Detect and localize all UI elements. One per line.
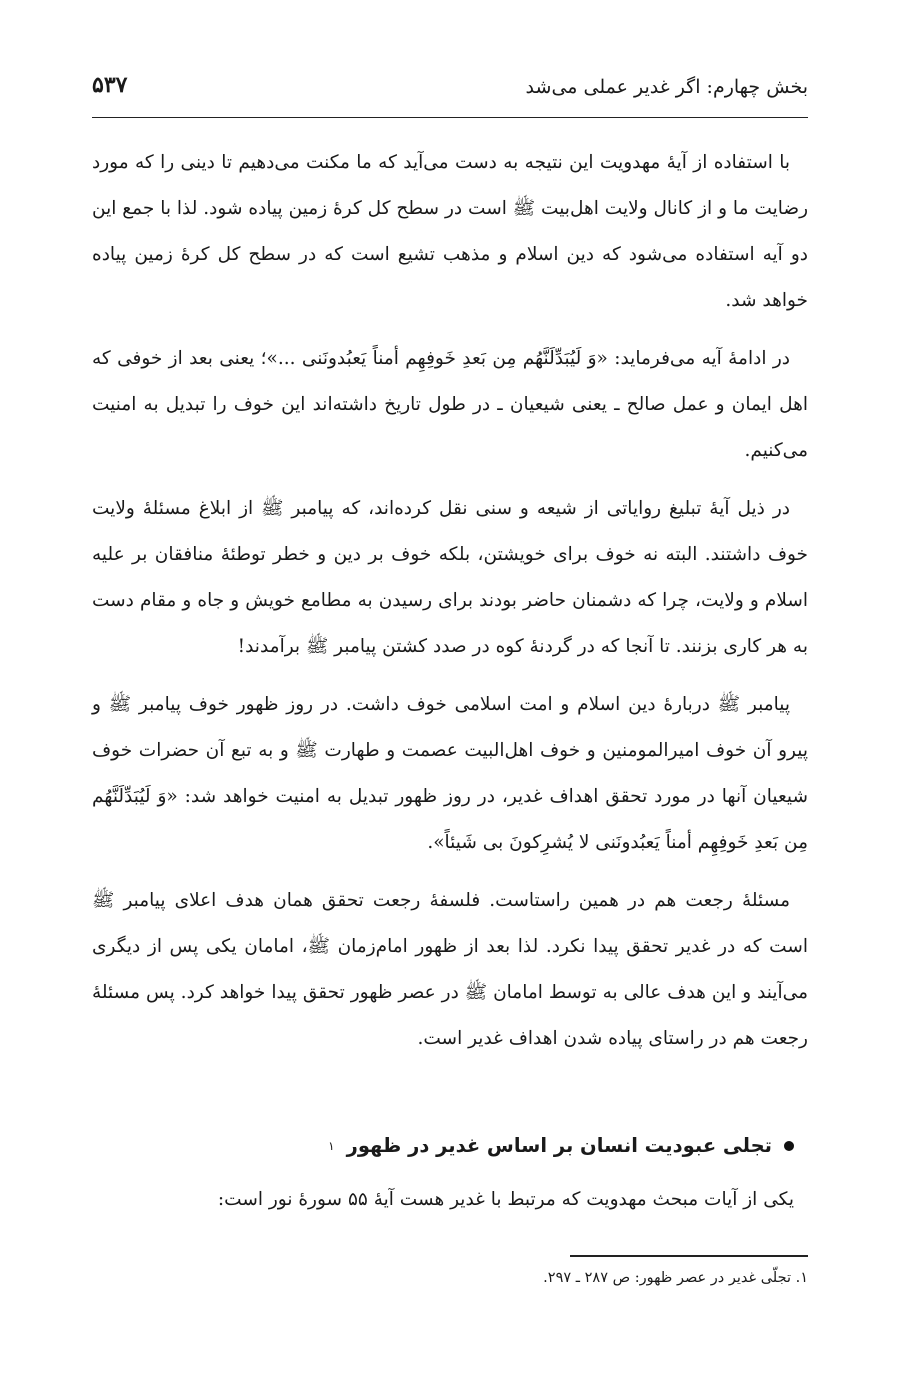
page-number: ۵۳۷ [92, 72, 128, 98]
paragraph-1: با استفاده از آیۀ مهدویت این نتیجه به دست می‌آید که ما مکنت می‌دهیم تا دینی را که مورد رضایت ما و از کانال ولایت اهل‌بیت ﷺ است در سطح کل کرۀ زمین پیاده شود. لذا با جمع این دو آیه استفاده می‌شود که دین اسلام و مذهب تشیع است که در سطح کل کرۀ زمین پیاده خواهد شد. [92, 152, 808, 311]
footnote: ۱. تجلّی غدیر در عصر ظهور: ص ۲۸۷ ـ ۲۹۷. [543, 1270, 808, 1286]
paragraph-2: در ادامۀ آیه می‌فرماید: «وَ لَیُبَدِّلَنَّهُم مِن بَعدِ خَوفِهِم أمناً یَعبُدونَنی ...»؛ یعنی بعد از خوفی که اهل ایمان و عمل صالح ـ یعنی شیعیان ـ در طول تاریخ داشته‌اند این خوف را تبدیل به امنیت می‌کنیم. [92, 348, 808, 461]
paragraph-4: پیامبر ﷺ دربارۀ دین اسلام و امت اسلامی خوف داشت. در روز ظهور خوف پیامبر ﷺ و پیرو آن خوف امیرالمومنین و خوف اهل‌البیت عصمت و طهارت ﷺ و به تبع آن حضرات خوف شیعیان آنها در مورد تحقق اهداف غدیر، در روز ظهور تبدیل به امنیت خواهد شد: «وَ لَیُبَدِّلَنَّهُم مِن بَعدِ خَوفِهِم أمناً یَعبُدونَنی لا یُشرِکونَ بی شَیئاً». [92, 694, 808, 853]
section-intro: یکی از آیات مبحث مهدویت که مرتبط با غدیر هست آیۀ ۵۵ سورۀ نور است: [217, 1189, 794, 1210]
paragraph-3: در ذیل آیۀ تبلیغ روایاتی از شیعه و سنی نقل کرده‌اند، که پیامبر ﷺ از ابلاغ مسئلۀ ولایت خوف داشتند. البته نه خوف برای خویشتن، بلکه خوف بر دین و خطر توطئۀ منافقان بر علیه اسلام و ولایت، چرا که دشمنان حاضر بودند برای رسیدن به مطامع خویش و جاه و مقام دست به هر کاری بزنند. تا آنجا که در گردنۀ کوه در صدد کشتن پیامبر ﷺ برآمدند! [92, 498, 808, 657]
paragraph-5: مسئلۀ رجعت هم در همین راستاست. فلسفۀ رجعت تحقق همان هدف اعلای پیامبر ﷺ است که در غدیر تحقق پیدا نکرد. لذا بعد از ظهور امام‌زمان ﷺ، امامان یکی پس از دیگری می‌آیند و این هدف عالی به توسط امامان ﷺ در عصر ظهور تحقق پیدا خواهد کرد. پس مسئلۀ رجعت هم در راستای پیاده شدن اهداف غدیر است. [92, 890, 808, 1049]
footnote-marker: ۱ [328, 1138, 335, 1153]
running-title: بخش چهارم: اگر غدیر عملی می‌شد [525, 76, 808, 98]
page-header [92, 70, 808, 110]
bullet-icon [784, 1141, 794, 1151]
body-text [92, 140, 808, 1074]
header-rule [92, 117, 808, 118]
section-heading-text: تجلی عبودیت انسان بر اساس غدیر در ظهور [346, 1134, 772, 1157]
book-page [92, 0, 808, 1390]
section-heading [92, 1134, 794, 1157]
footnote-rule [570, 1255, 808, 1257]
